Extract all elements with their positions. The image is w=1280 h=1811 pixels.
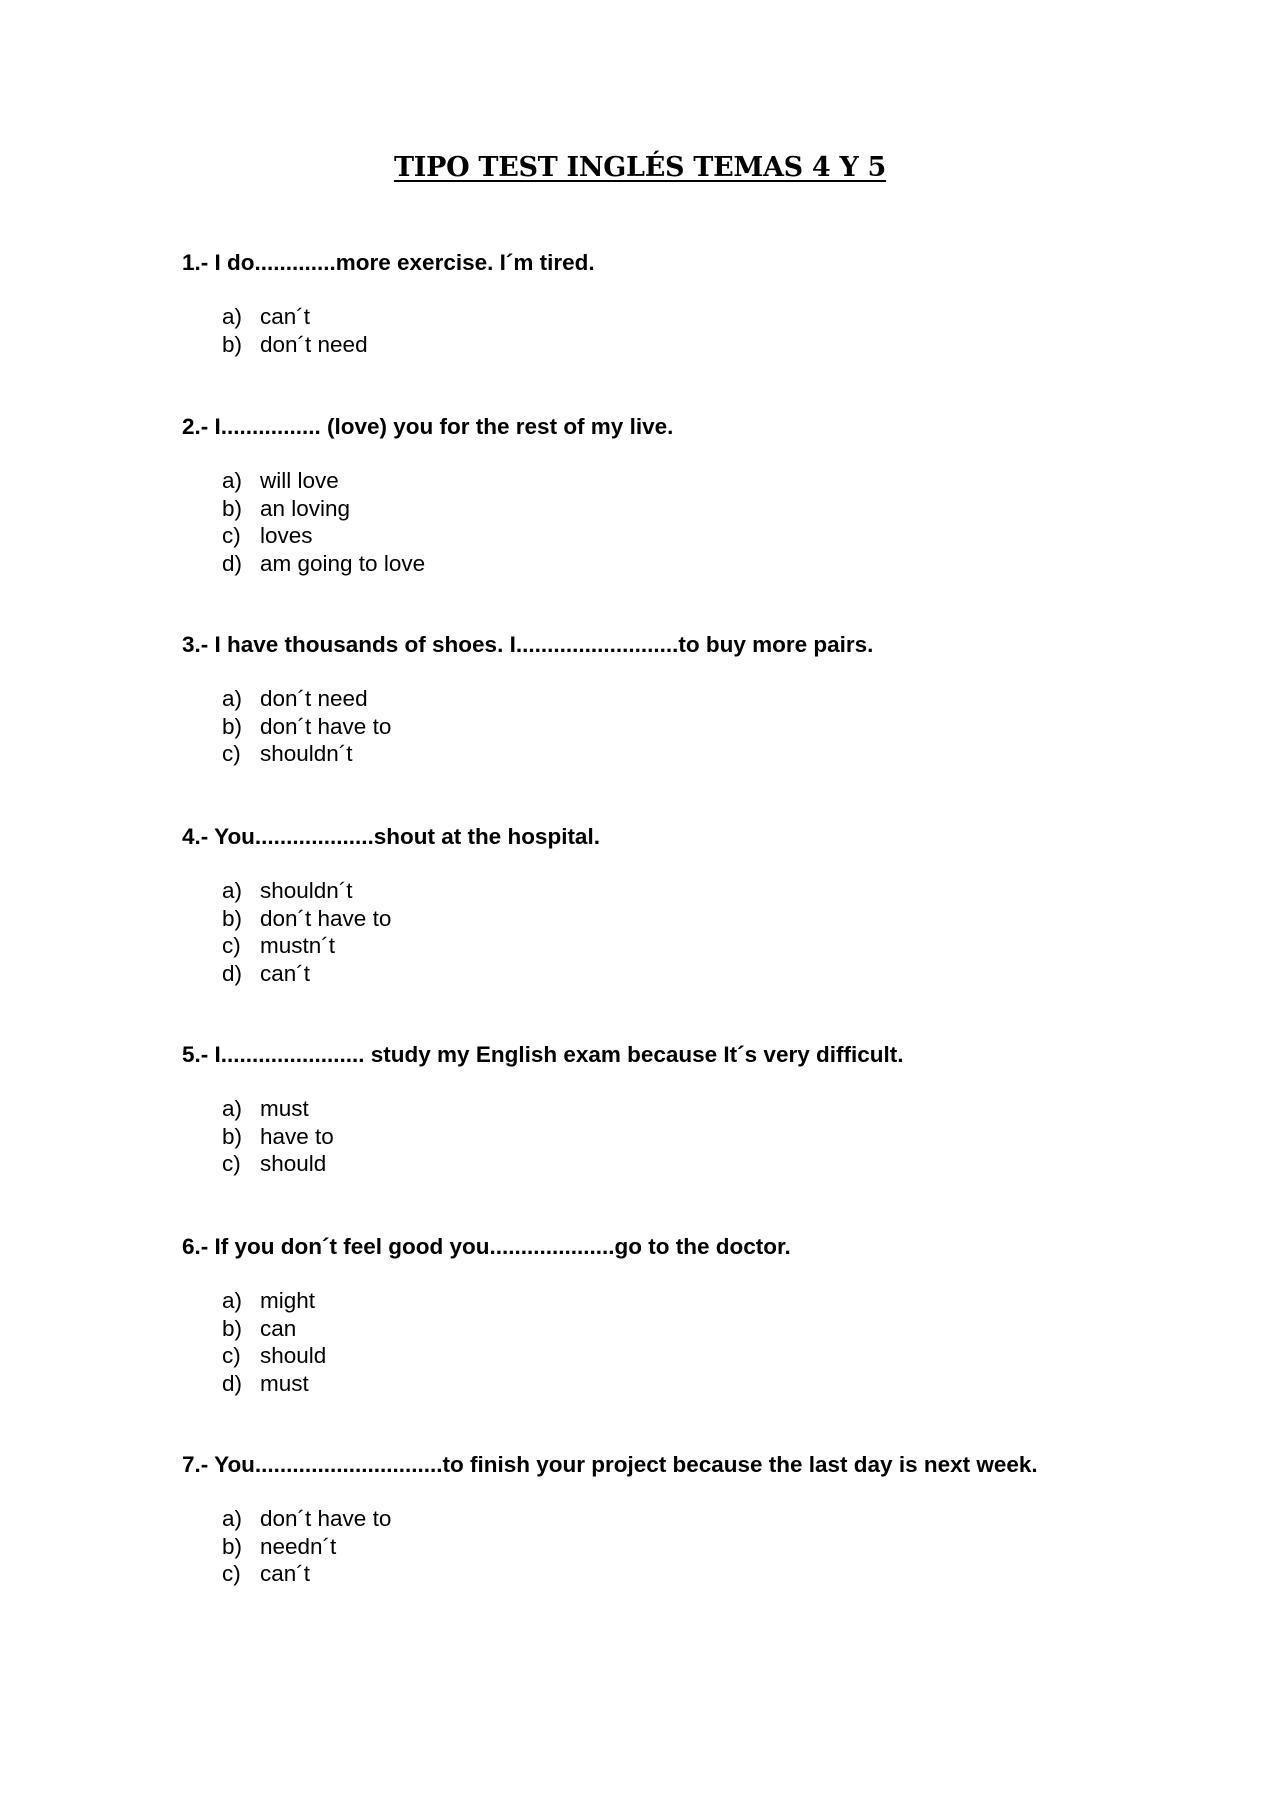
option-b bbox=[222, 331, 1182, 359]
option-text: am going to love bbox=[260, 550, 426, 576]
option-c bbox=[222, 1342, 1182, 1370]
option-list bbox=[182, 877, 1182, 987]
option-text: don´t have to bbox=[260, 713, 392, 739]
option-c bbox=[222, 740, 1182, 768]
option-b bbox=[222, 495, 1182, 523]
option-text: don´t need bbox=[260, 331, 368, 357]
option-list bbox=[182, 1505, 1182, 1588]
option-letter: a) bbox=[222, 1096, 243, 1121]
option-d bbox=[222, 960, 1182, 988]
option-letter: b) bbox=[222, 713, 243, 739]
question-6 bbox=[182, 1233, 1182, 1397]
option-letter: c) bbox=[222, 1561, 241, 1587]
option-letter: a) bbox=[222, 1288, 243, 1313]
question-text: 5.- I....................... study my English exam because It´s very difficult. bbox=[182, 1042, 904, 1067]
option-text: can´t bbox=[260, 960, 311, 986]
page-title: TIPO TEST INGLÉS TEMAS 4 Y 5 bbox=[393, 152, 887, 183]
option-list bbox=[182, 685, 1182, 768]
question-3 bbox=[182, 631, 1182, 768]
option-letter: b) bbox=[222, 905, 243, 931]
option-c bbox=[222, 522, 1182, 550]
option-letter: c) bbox=[222, 1343, 241, 1369]
option-letter: c) bbox=[222, 741, 241, 767]
option-text: should bbox=[260, 1151, 327, 1177]
option-text: can´t bbox=[260, 1561, 311, 1587]
question-5 bbox=[182, 1041, 1182, 1178]
question-text: 2.- I................ (love) you for the rest of my live. bbox=[182, 414, 674, 439]
option-b bbox=[222, 905, 1182, 933]
option-d bbox=[222, 550, 1182, 578]
option-text: loves bbox=[260, 523, 313, 549]
question-text: 3.- I have thousands of shoes. I..........................to buy more pairs. bbox=[182, 632, 874, 657]
option-letter: b) bbox=[222, 495, 243, 521]
option-c bbox=[222, 1560, 1182, 1588]
question-4 bbox=[182, 823, 1182, 987]
option-text: don´t have to bbox=[260, 905, 392, 931]
option-c bbox=[222, 932, 1182, 960]
question-text: 7.- You..............................to finish your project because the last day is next week. bbox=[182, 1452, 1038, 1477]
option-letter: d) bbox=[222, 1370, 243, 1396]
question-text: 4.- You...................shout at the hospital. bbox=[182, 824, 600, 849]
option-list bbox=[182, 1095, 1182, 1178]
option-a bbox=[222, 303, 1182, 331]
option-text: can bbox=[260, 1315, 297, 1341]
option-letter: c) bbox=[222, 523, 241, 549]
option-text: can´t bbox=[260, 304, 311, 329]
option-a bbox=[222, 877, 1182, 905]
option-text: an loving bbox=[260, 495, 351, 521]
option-c bbox=[222, 1150, 1182, 1178]
option-text: don´t need bbox=[260, 686, 368, 711]
option-b bbox=[222, 713, 1182, 741]
option-text: shouldn´t bbox=[260, 741, 353, 767]
option-a bbox=[222, 685, 1182, 713]
option-list bbox=[182, 467, 1182, 577]
option-letter: a) bbox=[222, 1506, 243, 1531]
option-letter: a) bbox=[222, 304, 243, 329]
option-letter: b) bbox=[222, 1315, 243, 1341]
option-letter: a) bbox=[222, 878, 243, 903]
option-text: must bbox=[260, 1370, 309, 1396]
question-1 bbox=[182, 249, 1182, 358]
option-letter: b) bbox=[222, 1123, 243, 1149]
option-b bbox=[222, 1315, 1182, 1343]
option-letter: b) bbox=[222, 1533, 243, 1559]
option-letter: d) bbox=[222, 550, 243, 576]
option-a bbox=[222, 1095, 1182, 1123]
option-letter: a) bbox=[222, 468, 243, 493]
option-text: must bbox=[260, 1096, 309, 1121]
option-text: might bbox=[260, 1288, 316, 1313]
option-letter: c) bbox=[222, 1151, 241, 1177]
option-b bbox=[222, 1123, 1182, 1151]
option-text: shouldn´t bbox=[260, 878, 353, 903]
question-2 bbox=[182, 413, 1182, 577]
option-list bbox=[182, 303, 1182, 358]
question-text: 1.- I do.............more exercise. I´m tired. bbox=[182, 250, 595, 275]
option-letter: d) bbox=[222, 960, 243, 986]
option-d bbox=[222, 1370, 1182, 1398]
option-letter: a) bbox=[222, 686, 243, 711]
option-a bbox=[222, 467, 1182, 495]
question-7 bbox=[182, 1451, 1182, 1588]
option-text: have to bbox=[260, 1123, 334, 1149]
question-text: 6.- If you don´t feel good you....................go to the doctor. bbox=[182, 1234, 791, 1259]
option-b bbox=[222, 1533, 1182, 1561]
option-text: don´t have to bbox=[260, 1506, 392, 1531]
option-letter: b) bbox=[222, 331, 243, 357]
option-a bbox=[222, 1505, 1182, 1533]
option-text: should bbox=[260, 1343, 327, 1369]
option-text: needn´t bbox=[260, 1533, 337, 1559]
option-text: mustn´t bbox=[260, 933, 336, 959]
option-text: will love bbox=[260, 468, 339, 493]
option-a bbox=[222, 1287, 1182, 1315]
option-letter: c) bbox=[222, 933, 241, 959]
option-list bbox=[182, 1287, 1182, 1397]
